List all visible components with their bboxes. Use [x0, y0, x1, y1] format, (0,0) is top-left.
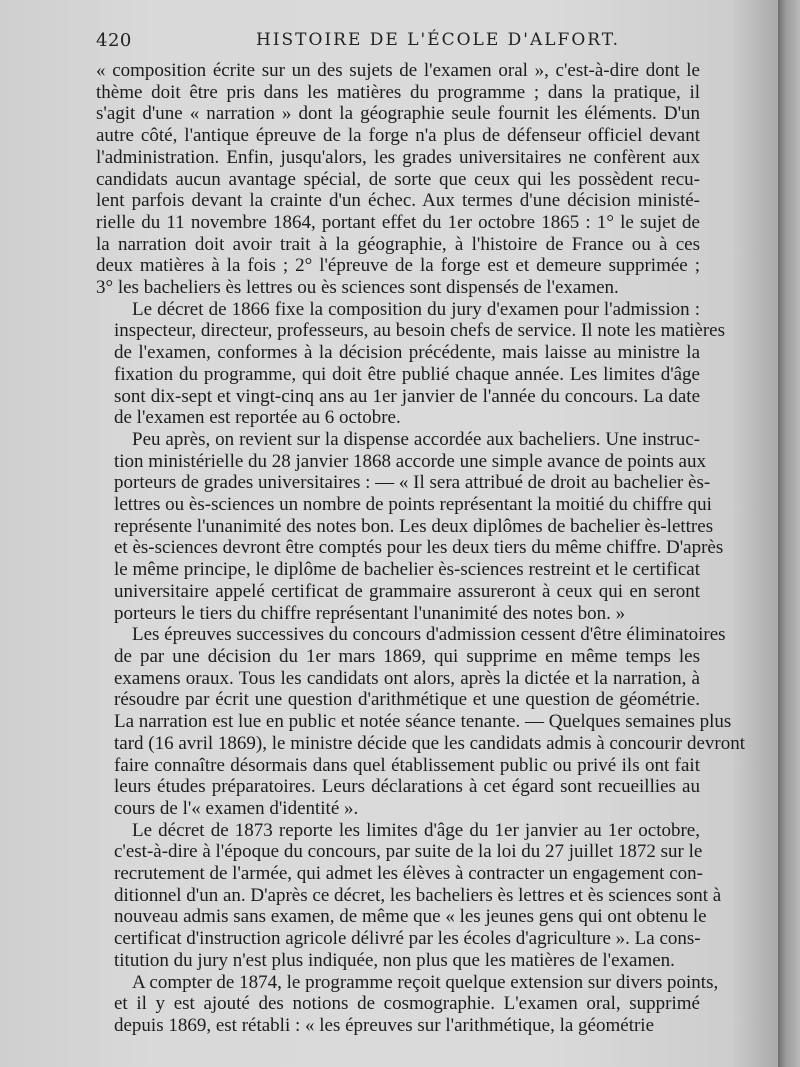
body-text: [96, 60, 746, 1037]
running-title: HISTOIRE DE L'ÉCOLE D'ALFORT.: [256, 30, 620, 50]
text-line: porteurs le tiers du chiffre représentant l'unanimité des notes bon. »: [114, 602, 626, 624]
page-header: [96, 30, 696, 52]
text-line: certificat d'instruction agricole délivré par les écoles d'agriculture ». La cons-: [114, 928, 701, 950]
text-line: de l'examen est reportée au 6 octobre.: [114, 407, 401, 429]
text-line: titution du jury n'est plus indiquée, non plus que les matières de l'examen.: [114, 949, 675, 971]
text-line: thème doit être pris dans les matières du programme ; dans la pratique, il: [96, 81, 700, 103]
text-line: représente l'unanimité des notes bon. Les deux diplômes de bachelier ès-lettres: [114, 515, 714, 537]
text-line: lettres ou ès-sciences un nombre de points représentant la moitié du chiffre qui: [114, 494, 712, 516]
text-line: examens oraux. Tous les candidats ont alors, après la dictée et la narration, à: [114, 667, 700, 689]
paragraph: [96, 971, 719, 1037]
text-line: « composition écrite sur un des sujets de l'examen oral », c'est-à-dire dont le: [96, 60, 700, 81]
paragraph: [96, 428, 724, 624]
text-line: le même principe, le diplôme de bachelier ès-sciences restreint et le certificat: [114, 559, 700, 581]
paragraph: [96, 298, 725, 429]
text-line: nouveau admis sans examen, de même que « les jeunes gens qui ont obtenu le: [114, 906, 707, 928]
text-line: fixation du programme, qui doit être publié chaque année. Les limites d'âge: [114, 363, 700, 385]
text-line: La narration est lue en public et notée séance tenante. — Quelques semaines plus: [114, 711, 732, 733]
text-line: l'administration. Enfin, jusqu'alors, les grades universitaires ne confèrent aux: [96, 146, 700, 168]
text-line: lent parfois devant la crainte d'un échec. Aux termes d'une décision ministé-: [96, 190, 700, 212]
text-line: deux matières à la fois ; 2° l'épreuve de la forge est et demeure supprimée ;: [96, 255, 700, 277]
text-line: leurs études préparatoires. Leurs déclarations à cet égard sont recueillies au: [114, 776, 700, 798]
text-line: autre côté, l'antique épreuve de la forge n'a plus de défenseur officiel devant: [96, 125, 700, 147]
text-line: la narration doit avoir trait à la géographie, à l'histoire de France ou à ces: [96, 233, 700, 255]
text-line: universitaire appelé certificat de grammaire assureront à ceux qui en seront: [114, 580, 700, 602]
page-gutter-edge: [778, 0, 800, 1067]
text-line: recrutement de l'armée, qui admet les élèves à contracter un engagement con-: [114, 863, 703, 885]
paragraph: [96, 60, 700, 299]
text-line: Le décret de 1873 reporte les limites d'âge du 1er janvier au 1er octobre,: [132, 819, 700, 841]
text-line: A compter de 1874, le programme reçoit quelque extension sur divers points,: [132, 971, 719, 993]
text-line: de l'examen, conformes à la décision précédente, mais laisse au ministre la: [114, 342, 700, 364]
text-line: tion ministérielle du 28 janvier 1868 accorde une simple avance de points aux: [114, 450, 706, 472]
text-line: et ès-sciences devront être comptés pour les deux tiers du même chiffre. D'après: [114, 537, 724, 559]
page-number: 420: [96, 30, 132, 51]
text-line: Peu après, on revient sur la dispense accordée aux bacheliers. Une instruc-: [132, 428, 700, 450]
text-line: et il y est ajouté des notions de cosmographie. L'examen oral, supprimé: [114, 993, 700, 1015]
text-line: rielle du 11 novembre 1864, portant effet du 1er octobre 1865 : 1° le sujet de: [96, 211, 700, 233]
text-line: Le décret de 1866 fixe la composition du jury d'examen pour l'admission :: [132, 298, 700, 320]
paragraph: [96, 819, 722, 972]
text-line: sont dix-sept et vingt-cinq ans au 1er janvier de l'année du concours. La date: [114, 385, 700, 407]
paragraph: [96, 624, 746, 819]
text-line: résoudre par écrit une question d'arithmétique et une question de géométrie.: [114, 689, 700, 711]
text-line: Les épreuves successives du concours d'admission cessent d'être éliminatoires: [132, 624, 726, 646]
text-line: candidats aucun avantage spécial, de sorte que ceux qui les possèdent recu-: [96, 168, 700, 190]
text-line: faire connaître désormais dans quel établissement public ou privé ils ont fait: [114, 754, 700, 776]
text-line: depuis 1869, est rétabli : « les épreuves sur l'arithmétique, la géométrie: [114, 1014, 655, 1036]
text-line: s'agit d'une « narration » dont la géographie seule fournit les éléments. D'un: [96, 103, 700, 125]
text-line: c'est-à-dire à l'époque du concours, par suite de la loi du 27 juillet 1872 sur le: [114, 841, 703, 863]
text-line: inspecteur, directeur, professeurs, au besoin chefs de service. Il note les matières: [114, 320, 725, 342]
text-line: ditionnel d'un an. D'après ce décret, les bacheliers ès lettres et ès sciences sont à: [114, 884, 722, 906]
text-line: porteurs de grades universitaires : — « Il sera attribué de droit au bachelier ès-: [114, 472, 711, 494]
text-line: de par une décision du 1er mars 1869, qui supprime en même temps les: [114, 645, 700, 667]
text-line: cours de l'« examen d'identité ».: [114, 797, 359, 819]
text-line: 3° les bacheliers ès lettres ou ès sciences sont dispensés de l'examen.: [96, 277, 619, 299]
text-line: tard (16 avril 1869), le ministre décide que les candidats admis à concourir devront: [114, 732, 746, 754]
